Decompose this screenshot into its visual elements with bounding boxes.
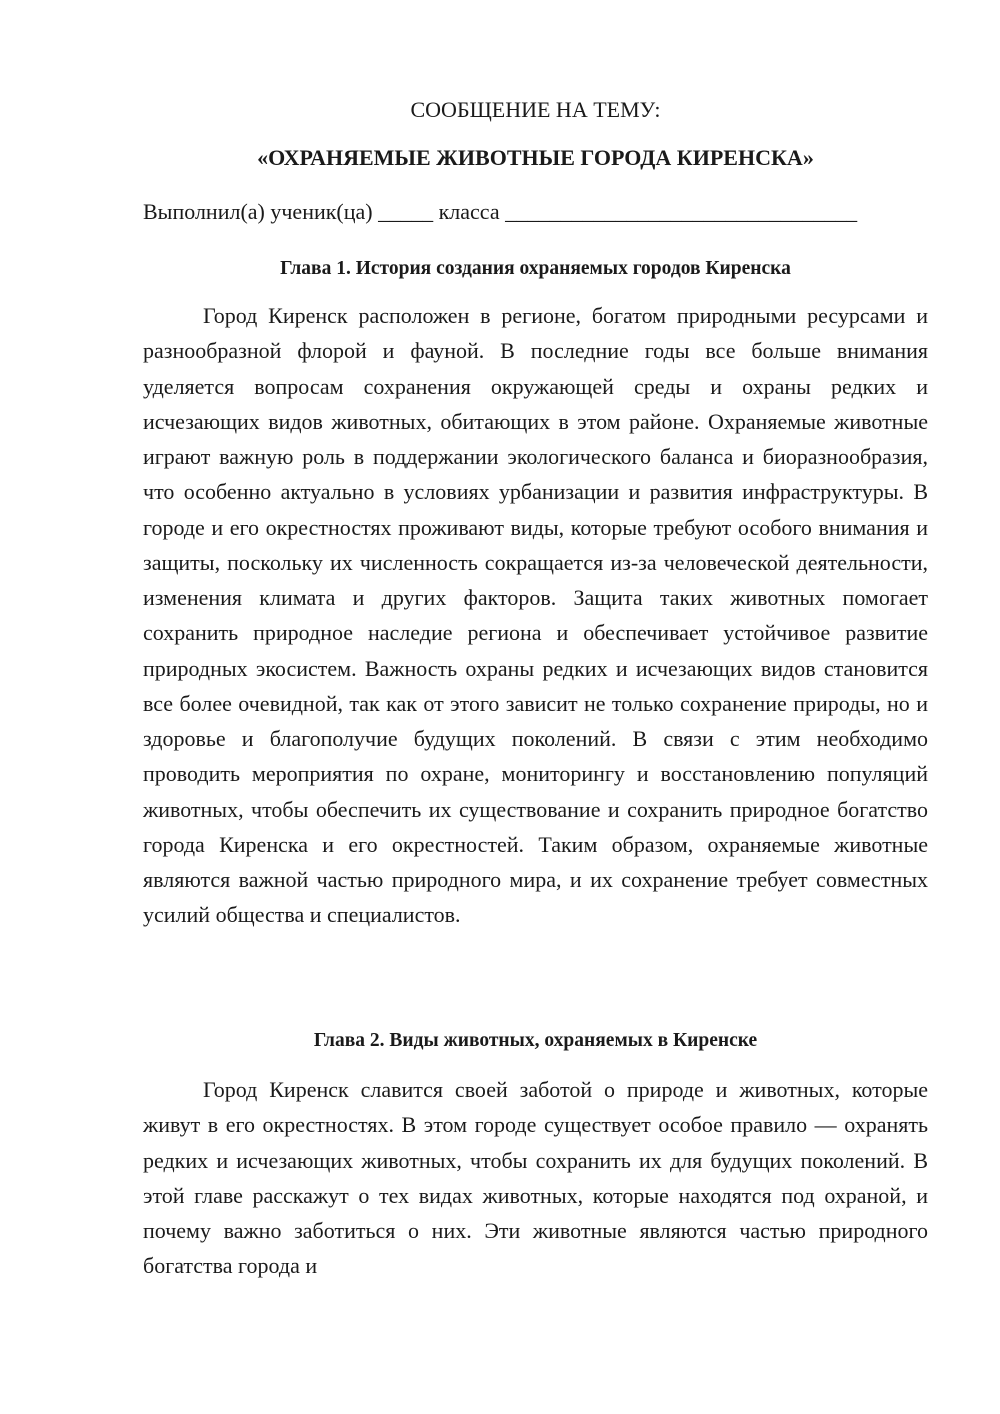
document-title-line-2: «ОХРАНЯЕМЫЕ ЖИВОТНЫЕ ГОРОДА КИРЕНСКА» [257, 145, 814, 170]
chapter-1-paragraph: Город Киренск расположен в регионе, богатом природными ресурсами и разнообразной флорой и фауной. В последние годы все больше внимания уделяется вопросам сохранения окружающей среды и охраны редких и исчезающих видов животных, обитающих в этом районе. Охраняемые животные играют важную роль в поддержании экологического баланса и биоразнообразия, что особенно актуально в условиях урбанизации и развития инфраструктуры. В городе и его окрестностях проживают виды, которые требуют особого внимания и защиты, поскольку их численность сокращается из-за человеческой деятельности, изменения климата и других факторов. Защита таких животных помогает сохранить природное наследие региона и обеспечивает устойчивое развитие природных экосистем. Важность охраны редких и исчезающих видов становится все более очевидной, так как от этого зависит не только сохранение природы, но и здоровье и благополучие будущих поколений. В связи с этим необходимо проводить мероприятия по охране, мониторингу и восстановлению популяций животных, чтобы обеспечить их существование и сохранить природное богатство города Киренска и его окрестностей. Таким образом, охраняемые животные являются важной частью природного мира, и их сохранение требует совместных усилий общества и специалистов. [143, 303, 928, 928]
chapter-1-heading: Глава 1. История создания охраняемых городов Киренска [280, 258, 791, 279]
chapter-2-paragraph: Город Киренск славится своей заботой о природе и животных, которые живут в его окрестностях. В этом городе существует особое правило — охранять редких и исчезающих животных, чтобы сохранить их для будущих поколений. В этой главе расскажут о тех видах животных, которые находятся под охраной, и почему важно заботиться о них. Эти животные являются частью природного богатства города и [143, 1077, 928, 1279]
document-title-line-1: СООБЩЕНИЕ НА ТЕМУ: [410, 97, 661, 122]
author-line: Выполнил(а) ученик(ца) _____ класса ________________________________ [143, 199, 858, 224]
chapter-2-heading: Глава 2. Виды животных, охраняемых в Киренске [313, 1030, 758, 1051]
